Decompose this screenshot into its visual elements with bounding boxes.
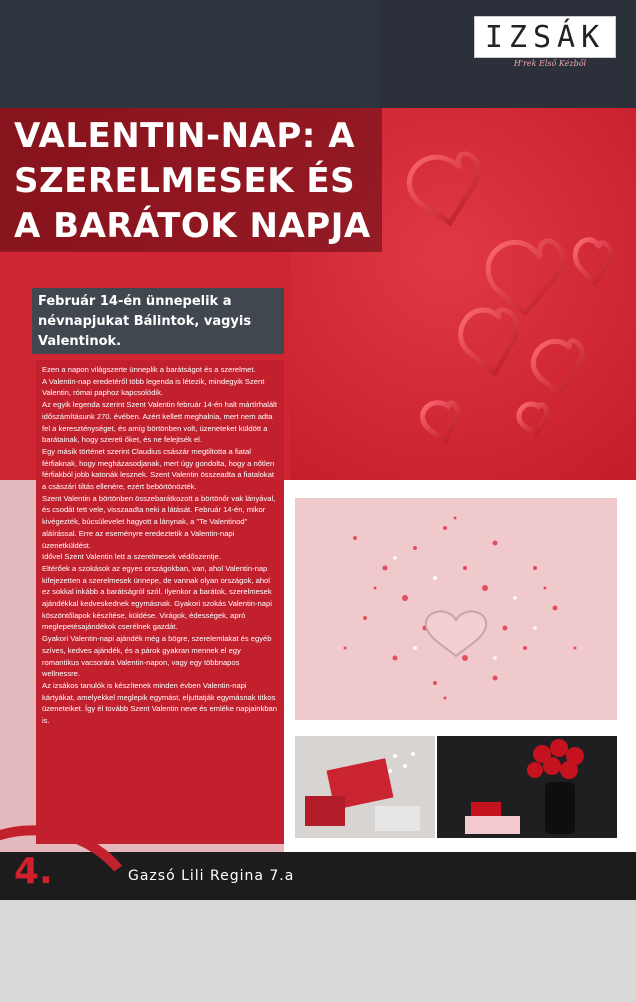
gift-illustration <box>295 736 435 838</box>
article-paragraph: Az izsákos tanulók is készítenek minden évben Valentin-napi kártyákat, amelyekkel meglepik egymást, eljuttatják egymásnak titkos üzeneteiket. Így él tovább Szent Valentin neve és emléke napjainkban is. <box>42 680 277 726</box>
logo-text: IZSÁK <box>484 19 606 55</box>
author-name: Gazsó Lili Regina 7.a <box>128 868 295 884</box>
article-paragraph: Egy másik történet szerint Claudius császár megtiltotta a fiatal férfiaknak, hogy megházasodjanak, mert úgy gondolta, hogy a nőtlen férfiakból jobb katonák lesznek. Szent Valentin összeadta a fiatalokat a császári tiltás ellenére, ezért bebörtönözték. <box>42 446 275 492</box>
rose-icon <box>437 736 617 838</box>
article-body <box>42 364 278 727</box>
article-paragraph: Ezen a napon világszerte ünneplik a barátságot és a szerelmet. <box>42 365 256 374</box>
logo-tagline: H'rek Első Kézből <box>513 59 587 68</box>
heart-confetti-photo <box>295 498 617 720</box>
article-paragraph: Gyakori Valentin-napi ajándék még a bögre, szerelemlakat és egyéb szíves, kedves ajándék, és a párok gyakran mennek el egy romantikus vacsorára Valentin-napon, vagy egy többnapos wellnessre. <box>42 634 272 679</box>
article-paragraph: Idővel Szent Valentin lett a szerelmesek védőszentje. <box>42 552 221 562</box>
lead-text: Február 14-én ünnepelik a névnapjukat Bálintok, vagyis Valentinok. <box>38 294 252 349</box>
heart-icon <box>295 498 617 720</box>
page-number: 4. <box>14 851 53 892</box>
page-title: VALENTIN-NAP: A SZERELMESEK ÉS A BARÁTOK NAPJA <box>14 116 371 246</box>
article-paragraph: A Valentin-nap eredetéről több legenda is létezik, mindegyik Szent Valentin, római paphoz kapcsolódik. <box>42 376 265 398</box>
article-paragraph: Eltérőek a szokások az egyes országokban, van, ahol Valentin-nap kifejezetten a szerelmesek ünnepe, de vannak olyan országok, ahol ez sokkal inkább a barátságról szól. Ilyenkor a barátok, szerelmesek ajándékkal kedveskednek egymásnak. Gyakori szokás Valentin-napi köszöntőlapok készítése, küldése. Virágok, édességek, apró meglepetésajándékok cserélnek gazdát. <box>42 563 272 632</box>
logo <box>474 16 616 58</box>
roses-photo <box>437 736 617 838</box>
gift-photo <box>295 736 435 838</box>
article-paragraph: Szent Valentin a börtönben összebarátkozott a börtönőr vak lányával, és csodát tett vele, visszaadta neki a látását. Február 14-én, mikor kivégezték, búcsúlevelet hagyott a lánynak, a "Te Valentinod" aláírással. Erre az eseményre eredeztetik a Valentin-napi üzenetküldést. <box>42 493 276 550</box>
article-paragraph: Az egyik legenda szerint Szent Valentin február 14-én halt mártírhalált időszámításunk 270. évében. Azért kellett meghalnia, mert nem adta fel a kereszténységet, és amíg börtönben volt, üzeneteket küldött a barátainak, hogy szereti őket, és ne felejtsék el. <box>42 400 277 445</box>
paper-heart-icon <box>409 154 610 440</box>
